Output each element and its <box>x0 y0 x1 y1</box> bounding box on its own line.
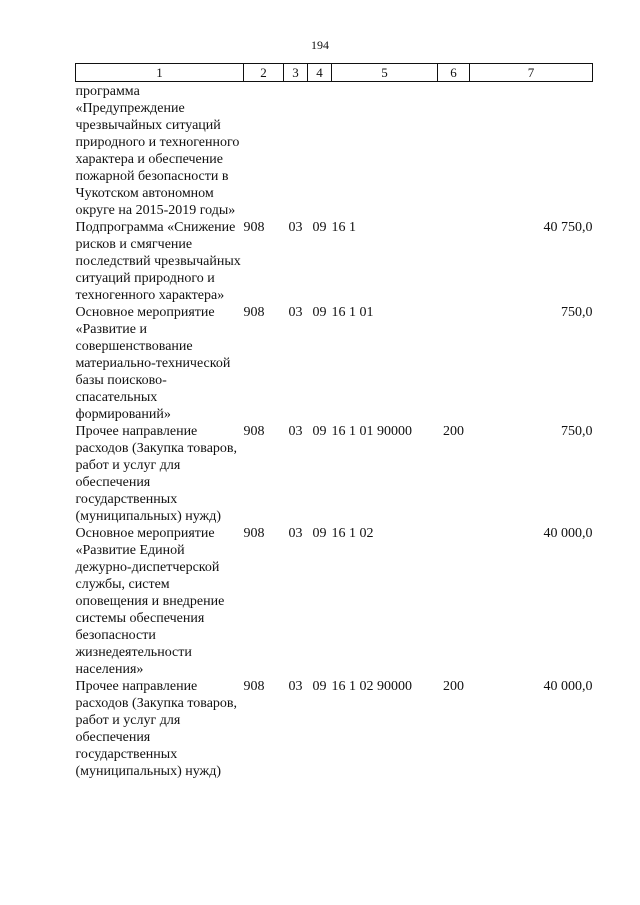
row-expense-type <box>438 525 470 678</box>
row-ministry-code <box>244 82 284 220</box>
table-row <box>76 82 593 220</box>
page-number: 194 <box>311 38 329 52</box>
budget-table <box>75 63 593 780</box>
row-ministry-code: 908 <box>243 424 265 439</box>
row-expense-type <box>438 82 470 220</box>
row-subsection: 09 <box>312 679 327 694</box>
header-col-4: 4 <box>308 64 332 82</box>
row-target-article: 16 1 01 90000 <box>331 424 412 439</box>
row-ministry-code: 908 <box>243 679 265 694</box>
row-target-article: 16 1 02 <box>331 526 374 541</box>
row-section: 03 <box>288 305 303 320</box>
header-col-5: 5 <box>332 64 438 82</box>
row-amount <box>470 82 593 220</box>
row-subsection: 09 <box>312 526 327 541</box>
header-col-7: 7 <box>470 64 593 82</box>
row-subsection <box>308 82 332 220</box>
row-amount: 750,0 <box>561 305 593 320</box>
row-target-article: 16 1 02 90000 <box>331 679 412 694</box>
row-expense-type: 200 <box>443 679 464 694</box>
row-expense-type <box>438 219 470 304</box>
row-ministry-code: 908 <box>243 526 265 541</box>
header-row <box>76 64 593 82</box>
row-amount: 750,0 <box>561 424 593 439</box>
row-amount: 40 000,0 <box>543 679 593 694</box>
header-col-1: 1 <box>76 64 244 82</box>
table-row <box>76 219 593 304</box>
row-ministry-code: 908 <box>243 305 265 320</box>
row-amount: 40 750,0 <box>543 220 593 235</box>
header-col-3: 3 <box>284 64 308 82</box>
row-section: 03 <box>288 526 303 541</box>
table-row <box>76 525 593 678</box>
row-subsection: 09 <box>312 424 327 439</box>
table-row <box>76 304 593 423</box>
row-name: Прочее направление расходов (Закупка товаров, работ и услуг для обеспечения государственных (муниципальных) нужд) <box>75 424 238 524</box>
row-target-article: 16 1 <box>331 220 356 235</box>
row-section: 03 <box>288 679 303 694</box>
row-expense-type: 200 <box>443 424 464 439</box>
header-col-2: 2 <box>244 64 284 82</box>
row-target-article <box>332 82 438 220</box>
row-subsection: 09 <box>312 220 327 235</box>
row-section <box>284 82 308 220</box>
row-name: Основное мероприятие «Развитие и совершенствование материально-технической базы поисково-спасательных формирований» <box>75 305 231 422</box>
table-row <box>76 678 593 780</box>
row-name: программа «Предупреждение чрезвычайных ситуаций природного и техногенного характера и обеспечение пожарной безопасности в Чукотском автономном округе на 2015-2019 годы» <box>75 84 240 218</box>
header-col-6: 6 <box>438 64 470 82</box>
row-section: 03 <box>288 220 303 235</box>
row-expense-type <box>438 304 470 423</box>
row-name: Подпрограмма «Снижение рисков и смягчение последствий чрезвычайных ситуаций природного и техногенного характера» <box>75 220 241 303</box>
table-row <box>76 423 593 525</box>
row-amount: 40 000,0 <box>543 526 593 541</box>
row-ministry-code: 908 <box>243 220 265 235</box>
row-target-article: 16 1 01 <box>331 305 374 320</box>
row-name: Прочее направление расходов (Закупка товаров, работ и услуг для обеспечения государственных (муниципальных) нужд) <box>75 679 238 779</box>
row-subsection: 09 <box>312 305 327 320</box>
row-section: 03 <box>288 424 303 439</box>
row-name: Основное мероприятие «Развитие Единой дежурно-диспетчерской службы, систем оповещения и внедрение системы обеспечения безопасности жизнедеятельности населения» <box>75 526 225 677</box>
